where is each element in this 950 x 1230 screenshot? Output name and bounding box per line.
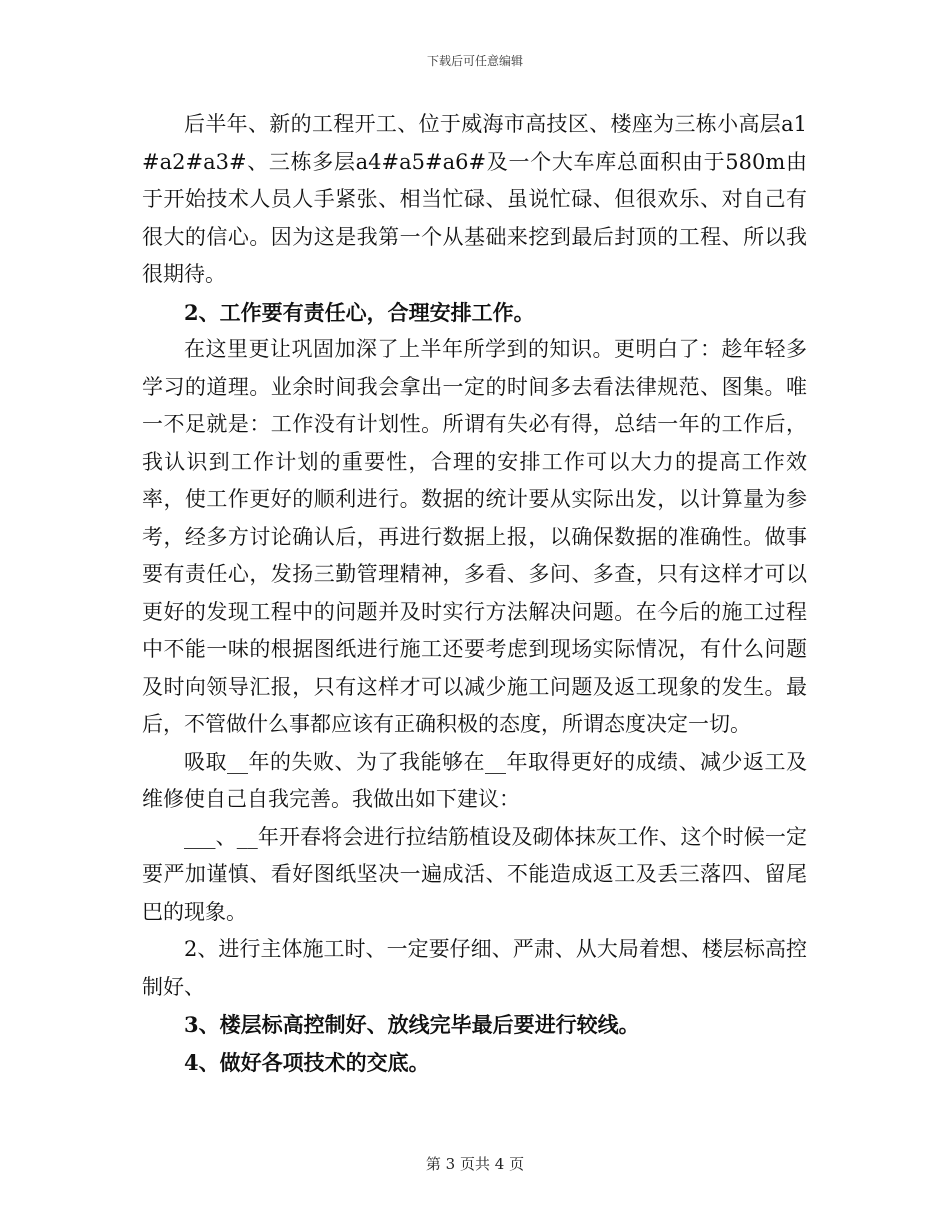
paragraph: ___、__年开春将会进行拉结筋植设及砌体抹灰工作、这个时候一定要严加谨慎、看好图纸坚决一遍成活、不能造成返工及丢三落四、留尾巴的现象。 [142, 824, 807, 924]
bold-heading: 4、做好各项技术的交底。 [184, 1049, 430, 1075]
page-header: 下载后可任意编辑 [426, 54, 523, 68]
paragraph: 在这里更让巩固加深了上半年所学到的知识。更明白了：趁年轻多学习的道理。业余时间我会拿出一定的时间多去看法律规范、图集。唯一不足就是：工作没有计划性。所谓有失必有得，总结一年的工作后，我认识到工作计划的重要性，合理的安排工作可以大力的提高工作效率，使工作更好的顺利进行。数据的统计要从实际出发，以计算量为参考，经多方讨论确认后，再进行数据上报，以确保数据的准确性。做事要有责任心，发扬三勤管理精神，多看、多问、多查，只有这样才可以更好的发现工程中的问题并及时实行方法解决问题。在今后的施工过程中不能一味的根据图纸进行施工还要考虑到现场实际情况，有什么问题及时向领导汇报，只有这样才可以减少施工问题及返工现象的发生。最后，不管做什么事都应该有正确积极的态度，所谓态度决定一切。 [142, 337, 807, 736]
page-number: 第 3 页共 4 页 [425, 1155, 525, 1173]
paragraph: 吸取__年的失败、为了我能够在__年取得更好的成绩、减少返工及维修使自己自我完善。我做出如下建议： [142, 749, 807, 811]
bold-heading: 3、楼层标高控制好、放线完毕最后要进行较线。 [184, 1012, 640, 1037]
paragraph: 2、进行主体施工时、一定要仔细、严肃、从大局着想、楼层标高控制好、 [142, 937, 807, 999]
document-body [142, 106, 807, 1081]
bold-heading: 2、工作要有责任心，合理安排工作。 [184, 299, 535, 325]
paragraph: 后半年、新的工程开工、位于威海市高技区、楼座为三栋小高层a1#a2#a3#、三栋多层a4#a5#a6#及一个大车库总面积由于580m由于开始技术人员人手紧张、相当忙碌、虽说忙碌、但很欢乐、对自己有很大的信心。因为这是我第一个从基础来挖到最后封顶的工程、所以我很期待。 [142, 112, 807, 286]
